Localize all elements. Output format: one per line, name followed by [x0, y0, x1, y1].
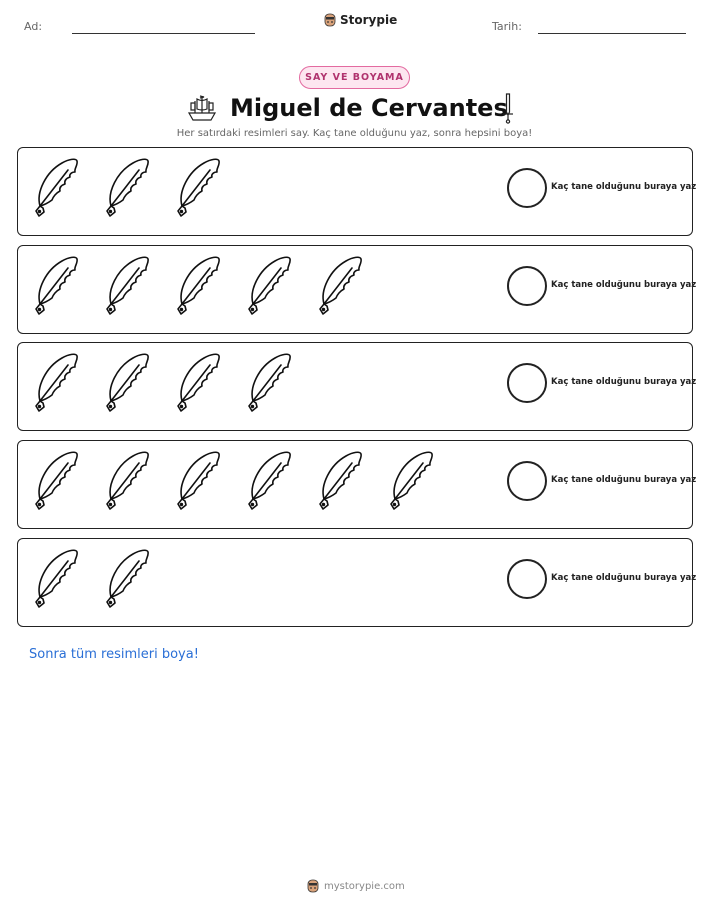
ship-icon [186, 93, 218, 123]
activity-badge: SAY VE BOYAMA [299, 66, 410, 89]
quill-icon[interactable] [241, 449, 312, 511]
quill-icon[interactable] [170, 351, 241, 413]
answer-circle[interactable] [507, 168, 547, 208]
quill-icon[interactable] [99, 254, 170, 316]
footer [306, 879, 405, 893]
answer-circle[interactable] [507, 559, 547, 599]
quill-icon[interactable] [170, 254, 241, 316]
brand-name: Storypie [340, 13, 398, 27]
quill-icon[interactable] [241, 254, 312, 316]
quill-icon[interactable] [99, 449, 170, 511]
name-label: Ad: [24, 20, 43, 33]
count-row [17, 538, 697, 627]
answer-label: Kaç tane olduğunu buraya yaz [551, 182, 697, 192]
count-row [17, 440, 697, 529]
storypie-mascot-icon [323, 13, 337, 27]
count-row [17, 147, 697, 236]
quill-icon[interactable] [170, 449, 241, 511]
count-items [28, 254, 383, 316]
date-line[interactable] [538, 33, 686, 34]
quill-icon[interactable] [28, 351, 99, 413]
quill-icon[interactable] [312, 449, 383, 511]
quill-icon[interactable] [312, 254, 383, 316]
storypie-mascot-icon [306, 879, 320, 893]
quill-icon[interactable] [28, 547, 99, 609]
quill-icon[interactable] [99, 547, 170, 609]
answer-label: Kaç tane olduğunu buraya yaz [551, 280, 697, 290]
quill-icon[interactable] [170, 156, 241, 218]
brand-logo [323, 13, 397, 27]
count-items [28, 449, 454, 511]
quill-icon[interactable] [241, 351, 312, 413]
answer-circle[interactable] [507, 461, 547, 501]
count-row [17, 245, 697, 334]
quill-icon[interactable] [28, 254, 99, 316]
count-items [28, 547, 170, 609]
coloring-instruction: Sonra tüm resimleri boya! [29, 647, 199, 662]
date-label: Tarih: [492, 20, 522, 33]
answer-circle[interactable] [507, 266, 547, 306]
count-items [28, 351, 312, 413]
count-row [17, 342, 697, 431]
footer-url: mystorypie.com [324, 880, 405, 892]
answer-circle[interactable] [507, 363, 547, 403]
sword-icon [500, 92, 516, 124]
answer-label: Kaç tane olduğunu buraya yaz [551, 377, 697, 387]
instructions-subtitle: Her satırdaki resimleri say. Kaç tane olduğunu yaz, sonra hepsini boya! [176, 128, 533, 139]
answer-label: Kaç tane olduğunu buraya yaz [551, 475, 697, 485]
count-items [28, 156, 241, 218]
quill-icon[interactable] [99, 156, 170, 218]
page-title: Miguel de Cervantes [230, 94, 508, 122]
quill-icon[interactable] [28, 449, 99, 511]
quill-icon[interactable] [383, 449, 454, 511]
answer-label: Kaç tane olduğunu buraya yaz [551, 573, 697, 583]
quill-icon[interactable] [28, 156, 99, 218]
name-line[interactable] [72, 33, 255, 34]
title-row [0, 90, 709, 126]
quill-icon[interactable] [99, 351, 170, 413]
